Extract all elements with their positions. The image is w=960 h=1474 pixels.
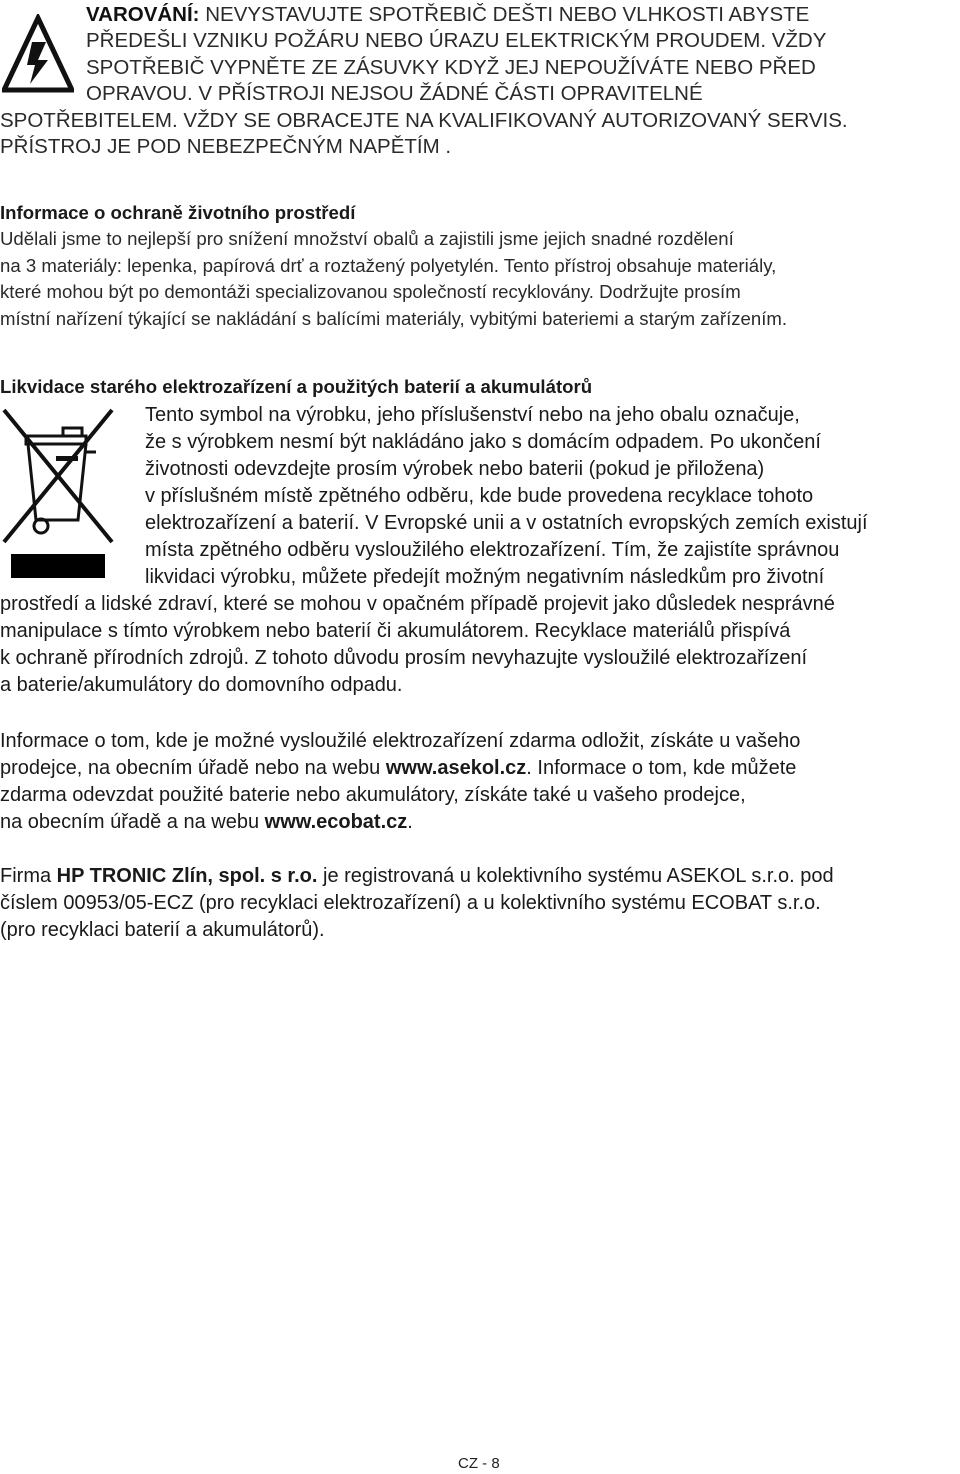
ecobat-link[interactable]: www.ecobat.cz <box>264 811 408 833</box>
disposal-heading: Likvidace starého elektrozařízení a použitých baterií a akumulátorů <box>0 376 593 397</box>
environment-line: Udělali jsme to nejlepší pro snížení množství obalů a zajistili jsme jejich snadné rozdělení <box>0 228 734 250</box>
warning-line-2: PŘEDEŠLI VZNIKU POŽÁRU NEBO ÚRAZU ELEKTRICKÝM PROUDEM. VŽDY <box>86 29 827 53</box>
info-line: na obecním úřadě a na webu www.ecobat.cz. <box>0 811 413 833</box>
disposal-line: Tento symbol na výrobku, jeho příslušenství nebo na jeho obalu označuje, <box>145 404 800 426</box>
disposal-line: v příslušném místě zpětného odběru, kde bude provedena recyklace tohoto <box>145 485 814 507</box>
environment-line: které mohou být po demontáži specializovanou společností recyklovány. Dodržujte prosím <box>0 281 741 303</box>
environment-line: na 3 materiály: lepenka, papírová drť a roztažený polyetylén. Tento přístroj obsahuje materiály, <box>0 254 777 276</box>
company-name: HP TRONIC Zlín, spol. s r.o. <box>56 865 318 887</box>
disposal-line: manipulace s tímto výrobkem nebo baterií či akumulátorem. Recyklace materiálů přispívá <box>0 620 791 642</box>
environment-heading: Informace o ochraně životního prostředí <box>0 202 356 223</box>
company-registration <box>0 863 958 944</box>
disposal-line: k ochraně přírodních zdrojů. Z tohoto důvodu prosím nevyhazujte vysloužilé elektrozařízení <box>0 647 808 669</box>
disposal-line: elektrozařízení a baterií. V Evropské unii a v ostatních evropských zemích existují <box>145 512 868 534</box>
info-line: prodejce, na obecním úřadě nebo na webu www.asekol.cz. Informace o tom, kde můžete <box>0 757 797 779</box>
environment-line: místní nařízení týkající se nakládání s balícími materiály, vybitými bateriemi a starým zařízením. <box>0 307 788 329</box>
warning-line-6: PŘÍSTROJ JE POD NEBEZPEČNÝM NAPĚTÍM . <box>0 135 452 159</box>
safety-warning <box>0 2 950 160</box>
warning-label: VAROVÁNÍ: <box>86 3 200 26</box>
warning-line-4: OPRAVOU. V PŘÍSTROJI NEJSOU ŽÁDNÉ ČÁSTI OPRAVITELNÉ <box>86 82 703 106</box>
page-number: CZ - 8 <box>458 1455 500 1472</box>
collection-info <box>0 728 958 836</box>
disposal-heading-block <box>0 374 958 400</box>
disposal-line: likvidaci výrobku, můžete předejít možným negativním následkům pro životní <box>145 566 825 588</box>
warning-line-3: SPOTŘEBIČ VYPNĚTE ZE ZÁSUVKY KDYŽ JEJ NEPOUŽÍVÁTE NEBO PŘED <box>86 55 816 79</box>
environment-section <box>0 200 958 332</box>
asekol-link[interactable]: www.asekol.cz <box>385 757 527 779</box>
company-line: (pro recyklaci baterií a akumulátorů). <box>0 919 325 941</box>
warning-line-1: VAROVÁNÍ: NEVYSTAVUJTE SPOTŘEBIČ DEŠTI NEBO VLHKOSTI ABYSTE <box>86 3 810 26</box>
warning-line-5: SPOTŘEBITELEM. VŽDY SE OBRACEJTE NA KVALIFIKOVANÝ AUTORIZOVANÝ SERVIS. <box>0 108 848 132</box>
disposal-line: místa zpětného odběru vysloužilého elektrozařízení. Tím, že zajistíte správnou <box>145 539 840 561</box>
disposal-line: životnosti odevzdejte prosím výrobek nebo baterii (pokud je přiložena) <box>145 458 765 480</box>
company-line: Firma HP TRONIC Zlín, spol. s r.o. je registrovaná u kolektivního systému ASEKOL s.r.o. pod <box>0 865 834 887</box>
disposal-line: prostředí a lidské zdraví, které se mohou v opačném případě projevit jako důsledek nesprávné <box>0 593 835 615</box>
info-line: Informace o tom, kde je možné vysloužilé elektrozařízení zdarma odložit, získáte u vašeho <box>0 730 801 752</box>
company-line: číslem 00953/05-ECZ (pro recyklaci elektrozařízení) a u kolektivního systému ECOBAT s.r.o. <box>0 892 821 914</box>
disposal-line: a baterie/akumulátory do domovního odpadu. <box>0 674 403 696</box>
disposal-line: že s výrobkem nesmí být nakládáno jako s domácím odpadem. Po ukončení <box>145 431 821 453</box>
disposal-section <box>0 402 958 699</box>
info-line: zdarma odevzdat použité baterie nebo akumulátory, získáte také u vašeho prodejce, <box>0 784 746 806</box>
